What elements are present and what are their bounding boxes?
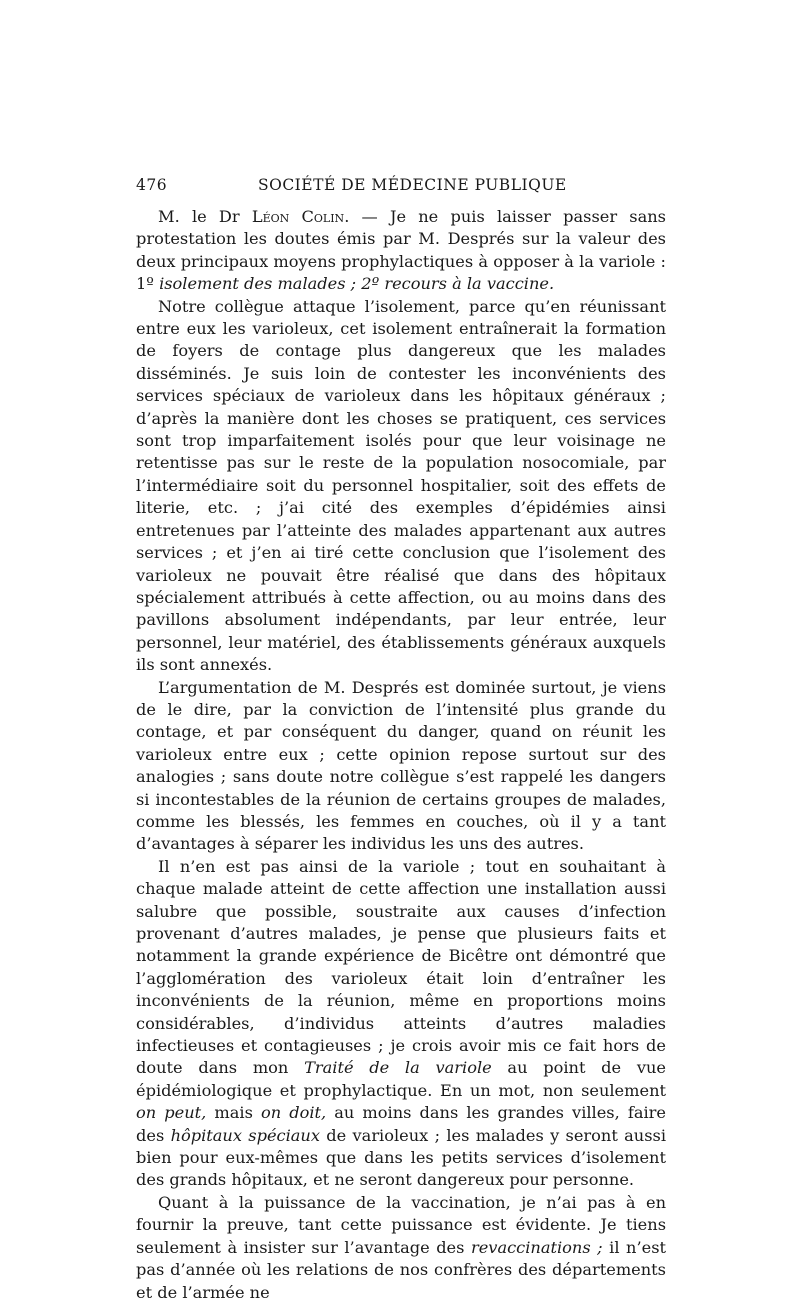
speaker-name: Léon Colin: [251, 207, 345, 226]
paragraph-text: au point de vue épidémiologique et prophylactique. En un mot, non seulement: [136, 1058, 667, 1100]
paragraph-text: Quant à la puissance de la vaccination, je n’ai pas à en fournir la preuve, tant cette puissance est évidente. Je tiens seulement à insister sur l’avantage des: [136, 1192, 666, 1257]
paragraph-text: au moins dans les grandes villes, faire des: [136, 1103, 666, 1145]
italic-text: revaccinations ;: [470, 1237, 603, 1257]
book-page: [136, 176, 666, 1304]
italic-text: Traité de la variole: [304, 1058, 492, 1078]
paragraph: [136, 856, 666, 1192]
italic-text: hôpitaux spéciaux: [170, 1125, 320, 1145]
paragraph: L’argumentation de M. Després est dominée surtout, je viens de le dire, par la conviction de l’intensité plus grande du contage, et par conséquent du danger, quand on réunit les varioleux entre eux ; cette opinion repose surtout sur des analogies ; sans doute notre collègue s’est rappelé les dangers si incontestables de la réunion de certains groupes de malades, comme les blessés, les femmes en couches, où il y a tant d’avantages à séparer les individus les uns des autres.: [136, 677, 666, 854]
paragraph: [136, 1192, 666, 1304]
paragraph: Notre collègue attaque l’isolement, parce qu’en réunissant entre eux les varioleux, cet isolement entraînerait la formation de foyers de contage plus dangereux que les malades disséminés. Je suis loin de contester les inconvénients des services spéciaux de varioleux dans les hôpitaux généraux ; d’après la manière dont les choses se pratiquent, ces services sont trop imparfaitement isolés pour que leur voisinage ne retentisse pas sur le reste de la population nosocomiale, par l’intermédiaire soit du personnel hospitalier, soit des effets de literie, etc. ; j’ai cité des exemples d’épidémies ainsi entretenues par l’atteinte des malades appartenant aux autres services ; et j’en ai tiré cette conclusion que l’isolement des varioleux ne pouvait être réalisé que dans des hôpitaux spécialement attribués à cette affection, ou au moins dans des pavillons absolument indépendants, par leur entrée, leur personnel, leur matériel, des établissements généraux auxquels ils sont annexés.: [136, 296, 666, 675]
body-text: [136, 206, 666, 1304]
running-header: [136, 176, 666, 206]
italic-text: on doit,: [260, 1103, 327, 1123]
italic-text: isolement des malades ; 2º recours à la vaccine.: [159, 274, 555, 294]
paragraph-text: mais: [206, 1103, 261, 1123]
page-number: 476: [136, 176, 168, 194]
paragraph-text: Il n’en est pas ainsi de la variole ; tout en souhaitant à chaque malade atteint de cette affection une installation aussi salubre que possible, soustraite aux causes d’infection provenant d’autres malades, je pense que plusieurs faits et notamment la grande expérience de Bicêtre ont démontré que l’agglomération des varioleux était loin d’entraîner les inconvénients de la réunion, même en proportions moins considérables, d’individus atteints d’autres maladies infectieuses et contagieuses ; je crois avoir mis ce fait hors de doute dans mon: [136, 856, 666, 1078]
paragraph-text: il n’est pas d’année où les relations de nos confrères des départements et de l’armée ne: [136, 1237, 667, 1302]
italic-text: on peut,: [136, 1103, 207, 1123]
paragraph-text: . — Je ne puis laisser passer sans protestation les doutes émis par M. Després sur la valeur des deux principaux moyens prophylactiques à opposer à la variole : 1º: [136, 207, 666, 294]
paragraph: [136, 206, 666, 296]
running-title: SOCIÉTÉ DE MÉDECINE PUBLIQUE: [258, 176, 567, 194]
speaker-prefix: M. le Dr: [158, 207, 252, 226]
paragraph-text: de varioleux ; les malades y seront aussi bien pour eux-mêmes que dans les petits services d’isolement des grands hôpitaux, et ne seront dangereux pour personne.: [136, 1125, 666, 1190]
